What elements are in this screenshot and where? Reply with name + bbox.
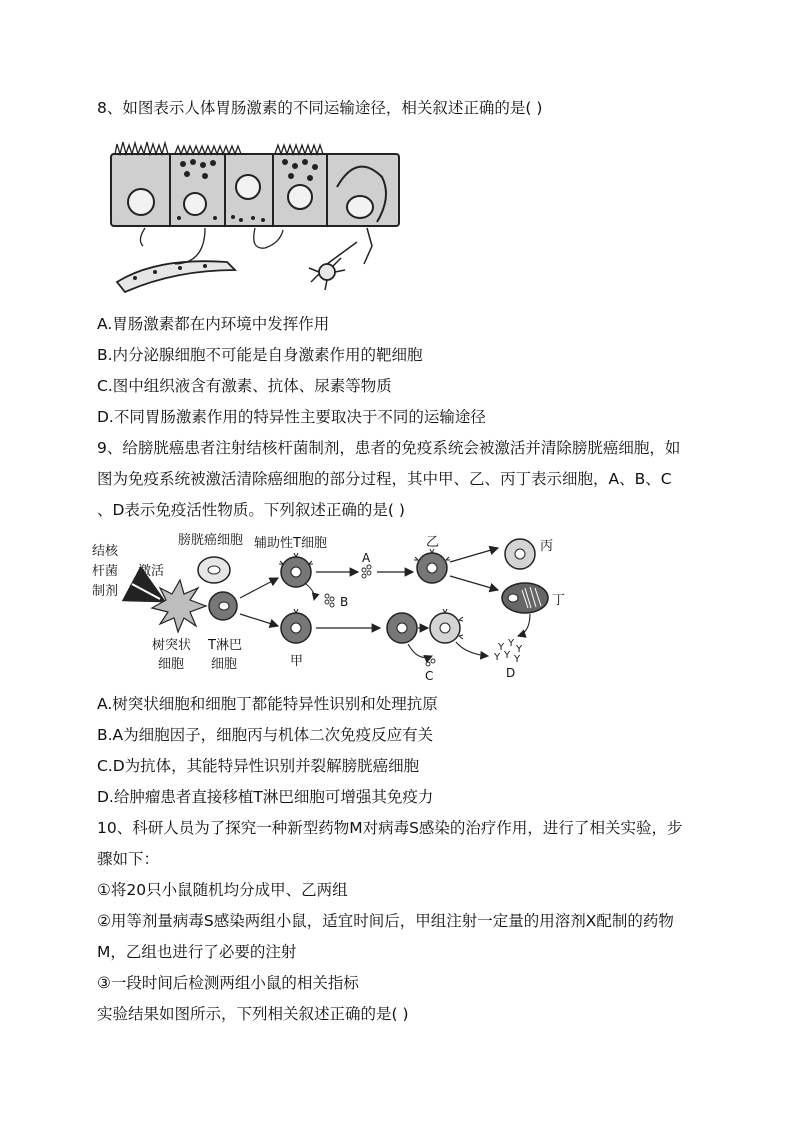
label-jia: 甲 (290, 654, 304, 669)
svg-text:Y: Y (498, 642, 505, 653)
label-activate: 激活 (138, 564, 165, 579)
q8-stem: 8、如图表示人体胃肠激素的不同运输途径，相关叙述正确的是( ) (97, 99, 543, 117)
q10-stem-line-2: 骤如下： (97, 850, 160, 868)
label-c: C (425, 669, 434, 680)
q9-stem-line-3: 、D表示免疫活性物质。下列叙述正确的是( ) (97, 501, 405, 519)
label-d: D (506, 666, 516, 680)
q8-option-a: A.胃肠激素都在内环境中发挥作用 (97, 315, 330, 333)
immune-activation-diagram (90, 528, 590, 680)
q10-step-2-cont: M，乙组也进行了必要的注射 (97, 943, 297, 961)
svg-text:Y: Y (504, 650, 511, 661)
q9-option-a: A.树突状细胞和细胞丁都能特异性识别和处理抗原 (97, 695, 438, 713)
q9-option-d: D.给肿瘤患者直接移植T淋巴细胞可增强其免疫力 (97, 788, 434, 806)
svg-text:Y: Y (508, 638, 515, 649)
label-cancer-cell: 膀胱癌细胞 (178, 533, 244, 548)
label-dendritic-1: 树突状 (152, 638, 192, 653)
q8-option-c: C.图中组织液含有激素、抗体、尿素等物质 (97, 377, 392, 395)
q10-step-2: ②用等剂量病毒S感染两组小鼠，适宜时间后，甲组注射一定量的用溶剂X配制的药物 (97, 912, 674, 930)
svg-text:Y: Y (494, 652, 501, 663)
label-t-lymph-2: 细胞 (211, 657, 238, 672)
q10-step-3: ③一段时间后检测两组小鼠的相关指标 (97, 974, 359, 992)
label-a: A (362, 551, 371, 565)
label-b: B (340, 595, 349, 609)
q10-closing: 实验结果如图所示，下列相关叙述正确的是( ) (97, 1005, 409, 1023)
label-t-lymph-1: T淋巴 (208, 638, 242, 653)
q9-option-c: C.D为抗体，其能特异性识别并裂解膀胱癌细胞 (97, 757, 420, 775)
label-ding: 丁 (552, 593, 566, 608)
gut-hormone-transport-figure (105, 132, 405, 297)
svg-text:Y: Y (514, 654, 521, 665)
q9-stem-line-2: 图为免疫系统被激活清除癌细胞的部分过程，其中甲、乙、丙丁表示细胞，A、B、C (97, 470, 672, 488)
q9-option-b: B.A为细胞因子，细胞丙与机体二次免疫反应有关 (97, 726, 434, 744)
label-yi: 乙 (426, 535, 440, 550)
q10-step-1: ①将20只小鼠随机均分成甲、乙两组 (97, 881, 348, 899)
dendritic-cell (152, 580, 206, 632)
q10-stem-line-1: 10、科研人员为了探究一种新型药物M对病毒S感染的治疗作用，进行了相关实验，步 (97, 819, 683, 837)
label-bing: 丙 (540, 539, 554, 554)
q8-option-b: B.内分泌腺细胞不可能是自身激素作用的靶细胞 (97, 346, 423, 364)
svg-text:Y: Y (516, 644, 523, 655)
label-dendritic-2: 细胞 (158, 657, 185, 672)
q9-stem-line-1: 9、给膀胱癌患者注射结核杆菌制剂，患者的免疫系统会被激活并清除膀胱癌细胞，如 (97, 439, 681, 457)
label-tb-3: 制剂 (92, 584, 119, 599)
q8-option-d: D.不同胃肠激素作用的特异性主要取决于不同的运输途径 (97, 408, 486, 426)
label-helper-t: 辅助性T细胞 (254, 536, 327, 551)
label-tb-1: 结核 (92, 544, 119, 559)
label-tb-2: 杆菌 (92, 564, 119, 579)
